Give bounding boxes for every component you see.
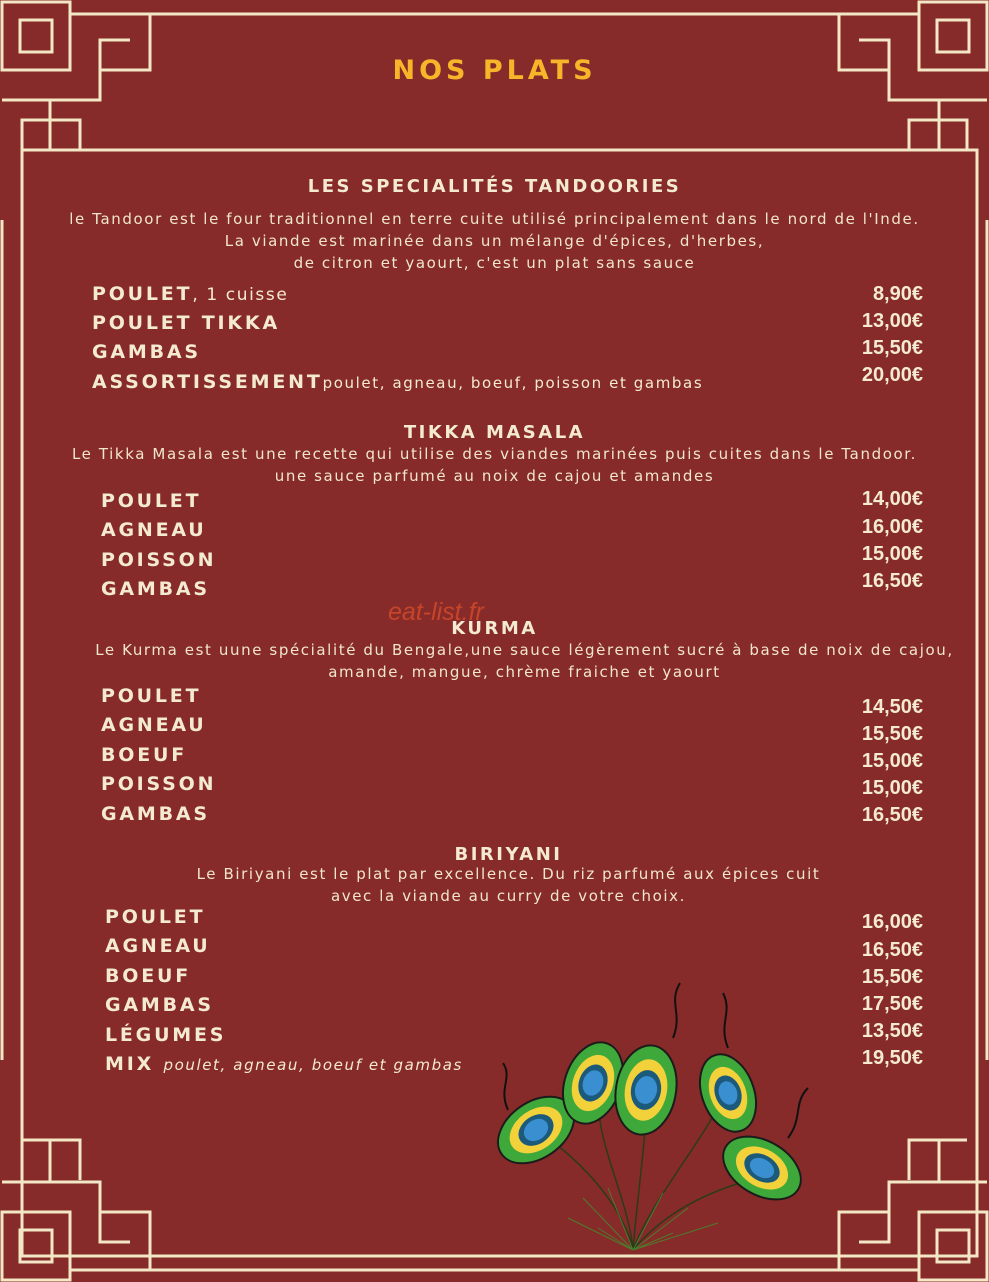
- menu-item: LÉGUMES: [105, 1024, 227, 1046]
- section-description: [14, 863, 989, 907]
- menu-item: [92, 371, 703, 393]
- item-note: , 1 cuisse: [192, 285, 289, 305]
- section-title-biriyani: BIRIYANI: [454, 844, 563, 865]
- item-price: 15,50€: [861, 966, 923, 988]
- description-line: amande, mangue, chrème fraiche et yaourt: [328, 663, 721, 681]
- item-note: poulet, agneau, boeuf, poisson et gambas: [322, 374, 704, 392]
- feather-eyes: [488, 1034, 812, 1212]
- section-title-kurma: KURMA: [451, 618, 538, 639]
- item-price: 15,00€: [861, 750, 923, 772]
- menu-item: GAMBAS: [105, 994, 214, 1016]
- menu-item: POULET: [101, 490, 202, 512]
- page-title: NOS PLATS: [392, 55, 597, 86]
- menu-item: BOEUF: [101, 744, 188, 766]
- description-line: le Tandoor est le four traditionnel en terre cuite utilisé principalement dans le nord de l'Inde.: [69, 210, 920, 228]
- section-description: [0, 443, 989, 487]
- menu-item: BOEUF: [105, 965, 192, 987]
- item-price: 17,50€: [861, 993, 923, 1015]
- item-price: 19,50€: [861, 1047, 923, 1069]
- item-price: 15,00€: [861, 777, 923, 799]
- menu-item: AGNEAU: [105, 935, 211, 957]
- menu-item: GAMBAS: [101, 578, 210, 600]
- description-line: de citron et yaourt, c'est un plat sans sauce: [293, 254, 696, 272]
- item-note: poulet, agneau, boeuf et gambas: [163, 1056, 463, 1074]
- description-line: Le Kurma est uune spécialité du Bengale,une sauce légèrement sucré à base de noix de cajou,: [95, 641, 954, 659]
- description-line: Le Biriyani est le plat par excellence. Du riz parfumé aux épices cuit: [196, 865, 821, 883]
- menu-item: POULET: [101, 685, 202, 707]
- menu-item: POULET: [105, 906, 206, 928]
- description-line: Le Tikka Masala est une recette qui utilise des viandes marinées puis cuites dans le Tandoor.: [71, 445, 918, 463]
- item-name: MIX: [105, 1053, 155, 1075]
- menu-item: POISSON: [101, 773, 217, 795]
- menu-item: AGNEAU: [101, 519, 207, 541]
- item-price: 16,50€: [861, 939, 923, 961]
- item-name: ASSORTISSEMENT: [92, 371, 323, 393]
- section-description: [0, 208, 989, 274]
- peacock-feathers-icon: [488, 978, 818, 1258]
- menu-item: GAMBAS: [101, 803, 210, 825]
- menu-item: GAMBAS: [92, 341, 201, 363]
- item-price: 16,50€: [861, 570, 923, 592]
- item-price: 13,50€: [861, 1020, 923, 1042]
- item-price: 20,00€: [861, 364, 923, 386]
- item-price: 16,00€: [861, 911, 923, 933]
- item-price: 15,50€: [861, 337, 923, 359]
- item-price: 16,00€: [861, 516, 923, 538]
- item-price: 14,00€: [861, 488, 923, 510]
- item-name: POULET: [92, 283, 193, 305]
- description-line: La viande est marinée dans un mélange d'épices, d'herbes,: [224, 232, 765, 250]
- description-line: avec la viande au curry de votre choix.: [330, 887, 687, 905]
- item-price: 16,50€: [861, 804, 923, 826]
- item-price: 8,90€: [872, 283, 923, 305]
- item-price: 14,50€: [861, 696, 923, 718]
- watermark: eat-list.fr: [388, 598, 484, 626]
- section-description: [30, 639, 989, 683]
- menu-item: AGNEAU: [101, 714, 207, 736]
- item-price: 13,00€: [861, 310, 923, 332]
- menu-item: POISSON: [101, 549, 217, 571]
- item-price: 15,00€: [861, 543, 923, 565]
- menu-item: [105, 1053, 463, 1075]
- menu-item: [92, 283, 288, 305]
- description-line: une sauce parfumé au noix de cajou et amandes: [274, 467, 715, 485]
- section-title-tandooris: LES SPECIALITÉS TANDOORIES: [307, 176, 682, 197]
- section-title-tikka-masala: TIKKA MASALA: [403, 422, 586, 443]
- item-price: 15,50€: [861, 723, 923, 745]
- menu-item: POULET TIKKA: [92, 312, 280, 334]
